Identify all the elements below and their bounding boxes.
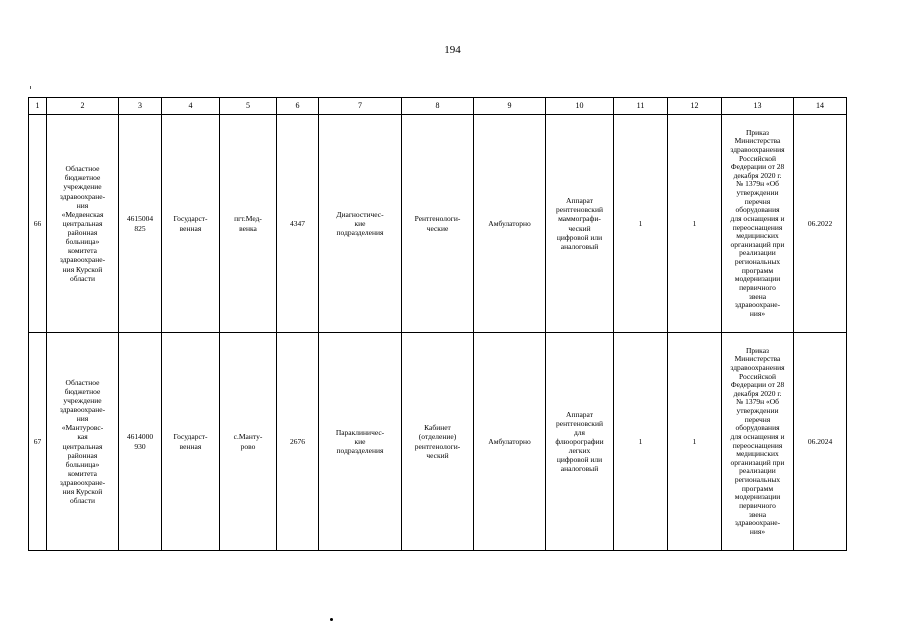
column-number-header: 13 xyxy=(722,98,794,115)
deadline-date: 06.2024 xyxy=(807,436,833,446)
care-conditions: Амбулаторно xyxy=(488,436,531,446)
table-cell xyxy=(162,115,220,333)
ownership-form: Государст- венная xyxy=(173,214,208,233)
header-row xyxy=(29,98,847,115)
equipment-name: Аппарат рентгеновский маммографи- ческий цифровой или аналоговый xyxy=(556,196,603,251)
table-cell xyxy=(29,333,47,551)
department-name: Кабинет (отделение) рентгенологи- ческий xyxy=(414,423,461,460)
column-number-header: 3 xyxy=(119,98,162,115)
table-cell xyxy=(119,115,162,333)
table-cell xyxy=(794,333,847,551)
table-cell xyxy=(474,115,546,333)
equipment-table xyxy=(28,97,847,551)
organization-name: Областное бюджетное учреждение здравоохране- ния «Мантуровс- кая центральная районная больница» комитета здравоохране- ния Курской области xyxy=(59,377,106,506)
table-cell xyxy=(722,333,794,551)
table-cell xyxy=(119,333,162,551)
table-cell xyxy=(402,333,474,551)
legal-basis: Приказ Министерства здравоохранения Российской Федерации от 28 декабря 2020 г. № 1379н «Об утверждении перечня оборудования для оснащения и переоснащения медицинских организаций при реализации региональных программ модернизации первичного звена здравоохране- ния» xyxy=(730,345,785,536)
table-cell xyxy=(546,333,614,551)
inn-value: 4614000 930 xyxy=(126,432,154,451)
quantity-value: 1 xyxy=(692,436,697,446)
column-number-header: 7 xyxy=(319,98,402,115)
table-cell xyxy=(668,333,722,551)
care-conditions: Амбулаторно xyxy=(488,218,531,228)
column-number-header: 11 xyxy=(614,98,668,115)
table-cell xyxy=(668,115,722,333)
page-number: 194 xyxy=(444,44,461,56)
row-number: 66 xyxy=(33,218,42,228)
table-cell xyxy=(29,115,47,333)
equipment-name: Аппарат рентгеновский для флюорографии легких цифровой или аналоговый xyxy=(555,409,604,474)
table-cell xyxy=(546,115,614,333)
table-cell xyxy=(722,115,794,333)
population-value: 2676 xyxy=(290,436,305,446)
table-cell xyxy=(614,333,668,551)
column-number-header: 2 xyxy=(47,98,119,115)
department-name: Рентгенологи- ческие xyxy=(414,214,461,233)
quantity-value: 1 xyxy=(638,436,643,446)
quantity-value: 1 xyxy=(638,218,643,228)
column-number-header: 8 xyxy=(402,98,474,115)
table-cell xyxy=(319,333,402,551)
scan-dot xyxy=(330,618,333,621)
column-number-header: 5 xyxy=(220,98,277,115)
inn-value: 4615004 825 xyxy=(126,214,154,233)
table-cell xyxy=(794,115,847,333)
organization-name: Областное бюджетное учреждение здравоохране- ния «Медвенская центральная районная больница» комитета здравоохране- ния Курской области xyxy=(59,164,106,283)
locality: пгт.Мед- венка xyxy=(234,214,262,233)
ownership-form: Государст- венная xyxy=(173,432,208,451)
table-cell xyxy=(474,333,546,551)
table-row xyxy=(29,333,847,551)
column-number-header: 9 xyxy=(474,98,546,115)
column-number-header: 4 xyxy=(162,98,220,115)
column-number-header: 6 xyxy=(277,98,319,115)
deadline-date: 06.2022 xyxy=(807,218,833,228)
row-number: 67 xyxy=(33,436,42,446)
table-cell xyxy=(220,333,277,551)
column-number-header: 14 xyxy=(794,98,847,115)
table-cell xyxy=(220,115,277,333)
table-cell xyxy=(162,333,220,551)
table-row xyxy=(29,115,847,333)
table-cell xyxy=(47,333,119,551)
table-cell xyxy=(614,115,668,333)
subdivision-type: Параклиничес- кие подразделения xyxy=(335,427,385,456)
table-cell xyxy=(47,115,119,333)
population-value: 4347 xyxy=(290,218,305,228)
table-cell xyxy=(277,333,319,551)
table-cell xyxy=(402,115,474,333)
column-number-header: 1 xyxy=(29,98,47,115)
legal-basis: Приказ Министерства здравоохранения Российской Федерации от 28 декабря 2020 г. № 1379н «Об утверждении перечня оборудования для оснащения и переоснащения медицинских организаций при реализации региональных программ модернизации первичного звена здравоохране- ния» xyxy=(730,127,785,318)
column-number-header: 12 xyxy=(668,98,722,115)
quantity-value: 1 xyxy=(692,218,697,228)
subdivision-type: Диагностичес- кие подразделения xyxy=(336,209,384,238)
table-cell xyxy=(319,115,402,333)
locality: с.Манту- рово xyxy=(233,432,263,451)
column-number-header: 10 xyxy=(546,98,614,115)
scan-mark xyxy=(30,86,31,89)
table-cell xyxy=(277,115,319,333)
